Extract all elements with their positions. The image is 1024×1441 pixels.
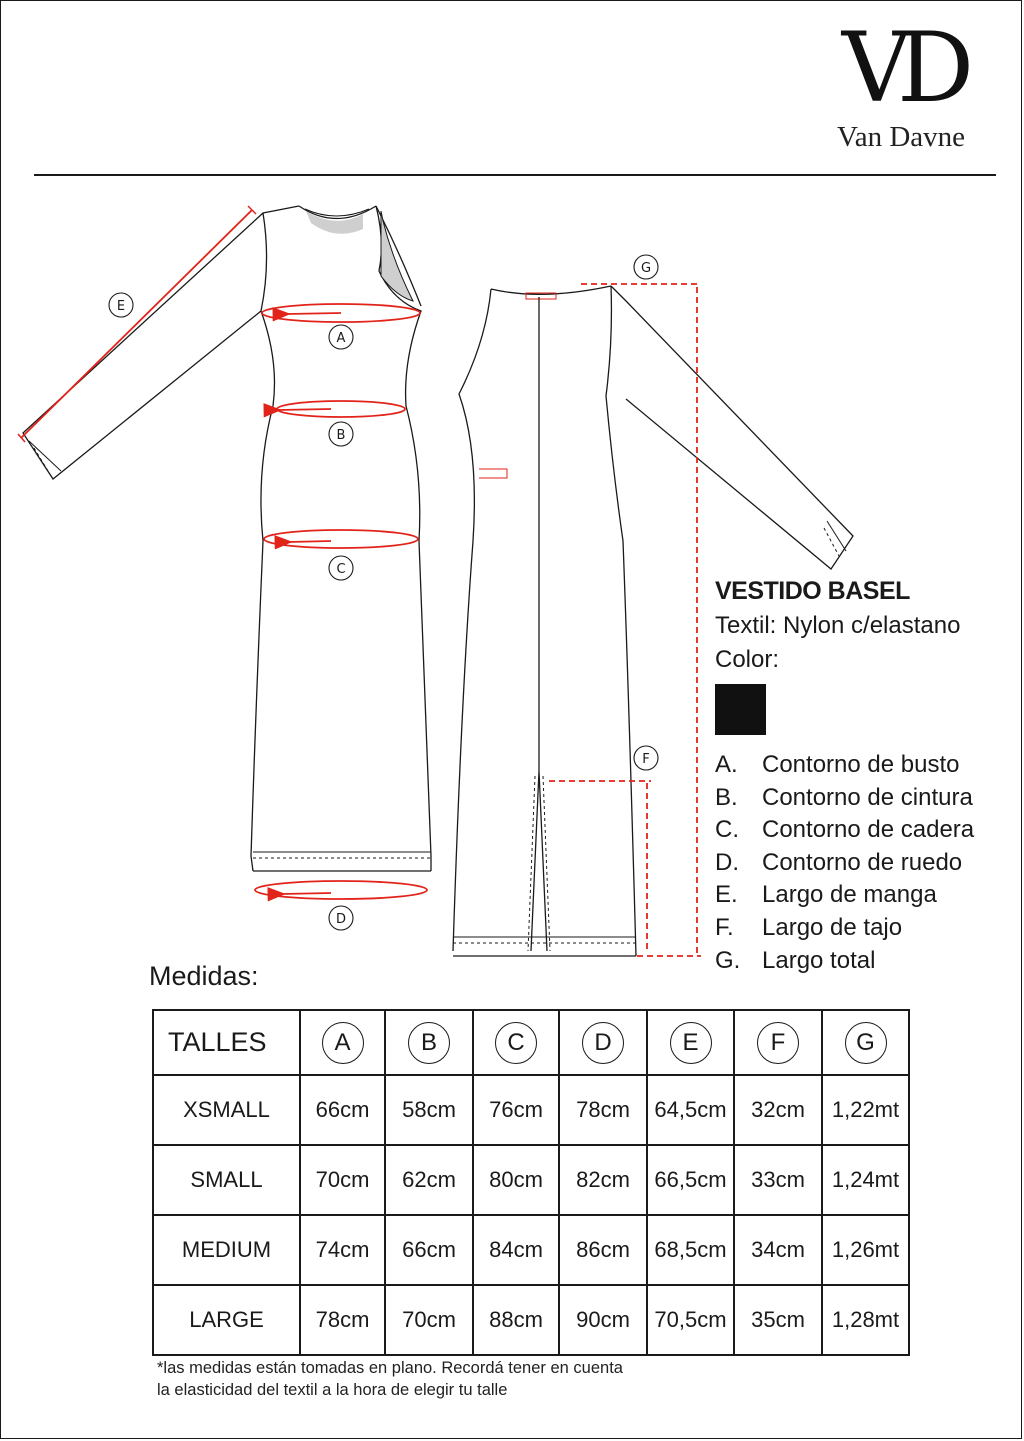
table-cell: 90cm bbox=[559, 1285, 647, 1355]
marker-b-label: B bbox=[336, 428, 346, 443]
marker-f-label: F bbox=[642, 752, 650, 767]
table-cell: 62cm bbox=[385, 1145, 473, 1215]
brand-name: Van Davne bbox=[836, 121, 966, 153]
table-cell: 70cm bbox=[300, 1145, 385, 1215]
legend-key: D. bbox=[715, 848, 739, 876]
table-cell: 1,26mt bbox=[822, 1215, 909, 1285]
legend-label: Contorno de ruedo bbox=[762, 848, 963, 876]
measurements-title: Medidas: bbox=[149, 961, 259, 991]
measurement-legend bbox=[715, 749, 974, 977]
table-row bbox=[153, 1215, 909, 1285]
table-cell: 78cm bbox=[300, 1285, 385, 1355]
legend-item bbox=[715, 945, 974, 978]
column-header-f bbox=[734, 1010, 822, 1075]
legend-item bbox=[715, 749, 974, 782]
legend-item bbox=[715, 782, 974, 815]
back-measure-guides bbox=[549, 284, 701, 956]
legend-item bbox=[715, 912, 974, 945]
table-row bbox=[153, 1285, 909, 1355]
back-left-side bbox=[453, 289, 491, 951]
hem-guide bbox=[255, 881, 427, 899]
legend-key: A. bbox=[715, 751, 738, 778]
size-label: XSMALL bbox=[153, 1075, 300, 1145]
footnote-line: la elasticidad del textil a la hora de elegir tu talle bbox=[157, 1381, 508, 1399]
table-cell: 1,22mt bbox=[822, 1075, 909, 1145]
front-sleeve bbox=[23, 206, 299, 479]
legend-key: C. bbox=[715, 816, 739, 844]
marker-c-label: C bbox=[336, 562, 346, 577]
column-marker: A bbox=[322, 1022, 364, 1064]
table-cell: 34cm bbox=[734, 1215, 822, 1285]
table-cell: 82cm bbox=[559, 1145, 647, 1215]
table-cell: 66,5cm bbox=[647, 1145, 734, 1215]
product-name: VESTIDO BASEL bbox=[715, 577, 910, 605]
color-swatch bbox=[715, 684, 766, 735]
table-cell: 78cm bbox=[559, 1075, 647, 1145]
column-marker: C bbox=[495, 1022, 537, 1064]
table-cell: 68,5cm bbox=[647, 1215, 734, 1285]
table-cell: 74cm bbox=[300, 1215, 385, 1285]
column-header-e bbox=[647, 1010, 734, 1075]
column-marker: D bbox=[582, 1022, 624, 1064]
legend-label: Contorno de busto bbox=[762, 751, 960, 778]
diagram-markers bbox=[109, 255, 658, 930]
table-cell: 70cm bbox=[385, 1285, 473, 1355]
table-cell: 33cm bbox=[734, 1145, 822, 1215]
size-table-header bbox=[153, 1010, 909, 1075]
size-label: MEDIUM bbox=[153, 1215, 300, 1285]
table-row bbox=[153, 1145, 909, 1215]
size-table bbox=[152, 1009, 910, 1356]
legend-label: Largo de manga bbox=[762, 881, 937, 909]
table-cell: 88cm bbox=[473, 1285, 559, 1355]
product-info bbox=[715, 577, 974, 977]
product-textile: Textil: Nylon c/elastano bbox=[715, 612, 961, 639]
legend-label: Largo de tajo bbox=[762, 913, 903, 941]
legend-key: G. bbox=[715, 946, 741, 974]
column-header-b bbox=[385, 1010, 473, 1075]
brand-mark: VD bbox=[841, 12, 961, 124]
talles-header: TALLES bbox=[153, 1010, 300, 1075]
sleeve-length-guide bbox=[21, 210, 252, 438]
column-header-a bbox=[300, 1010, 385, 1075]
legend-key: E. bbox=[715, 881, 738, 909]
legend-item bbox=[715, 814, 974, 847]
table-cell: 64,5cm bbox=[647, 1075, 734, 1145]
front-view bbox=[23, 206, 431, 871]
legend-label: Largo total bbox=[762, 946, 876, 974]
table-cell: 58cm bbox=[385, 1075, 473, 1145]
column-header-g bbox=[822, 1010, 909, 1075]
column-marker: F bbox=[757, 1022, 799, 1064]
table-row bbox=[153, 1075, 909, 1145]
table-cell: 76cm bbox=[473, 1075, 559, 1145]
footnote-line: *las medidas están tomadas en plano. Recordá tener en cuenta bbox=[157, 1359, 623, 1377]
legend-item bbox=[715, 879, 974, 912]
column-marker: G bbox=[845, 1022, 887, 1064]
table-cell: 1,24mt bbox=[822, 1145, 909, 1215]
back-right-side bbox=[606, 286, 636, 956]
marker-e-label: E bbox=[116, 299, 126, 314]
legend-key: F. bbox=[715, 913, 734, 941]
table-cell: 84cm bbox=[473, 1215, 559, 1285]
table-cell: 86cm bbox=[559, 1215, 647, 1285]
table-cell: 80cm bbox=[473, 1145, 559, 1215]
marker-a-label: A bbox=[336, 331, 346, 346]
hip-guide bbox=[264, 530, 418, 548]
column-marker: B bbox=[408, 1022, 450, 1064]
table-cell: 35cm bbox=[734, 1285, 822, 1355]
size-label: SMALL bbox=[153, 1145, 300, 1215]
column-header-c bbox=[473, 1010, 559, 1075]
marker-g-label: G bbox=[640, 261, 652, 276]
footnote bbox=[157, 1357, 623, 1401]
legend-label: Contorno de cintura bbox=[762, 783, 973, 811]
table-cell: 1,28mt bbox=[822, 1285, 909, 1355]
front-measure-guides bbox=[18, 206, 427, 899]
table-cell: 32cm bbox=[734, 1075, 822, 1145]
size-label: LARGE bbox=[153, 1285, 300, 1355]
back-sleeve bbox=[611, 286, 853, 569]
marker-d-label: D bbox=[335, 912, 347, 927]
legend-item bbox=[715, 847, 974, 880]
legend-label: Contorno de cadera bbox=[762, 816, 975, 844]
legend-key: B. bbox=[715, 783, 738, 811]
column-marker: E bbox=[670, 1022, 712, 1064]
table-cell: 66cm bbox=[300, 1075, 385, 1145]
table-cell: 70,5cm bbox=[647, 1285, 734, 1355]
table-cell: 66cm bbox=[385, 1215, 473, 1285]
column-header-d bbox=[559, 1010, 647, 1075]
product-color-label: Color: bbox=[715, 646, 780, 673]
